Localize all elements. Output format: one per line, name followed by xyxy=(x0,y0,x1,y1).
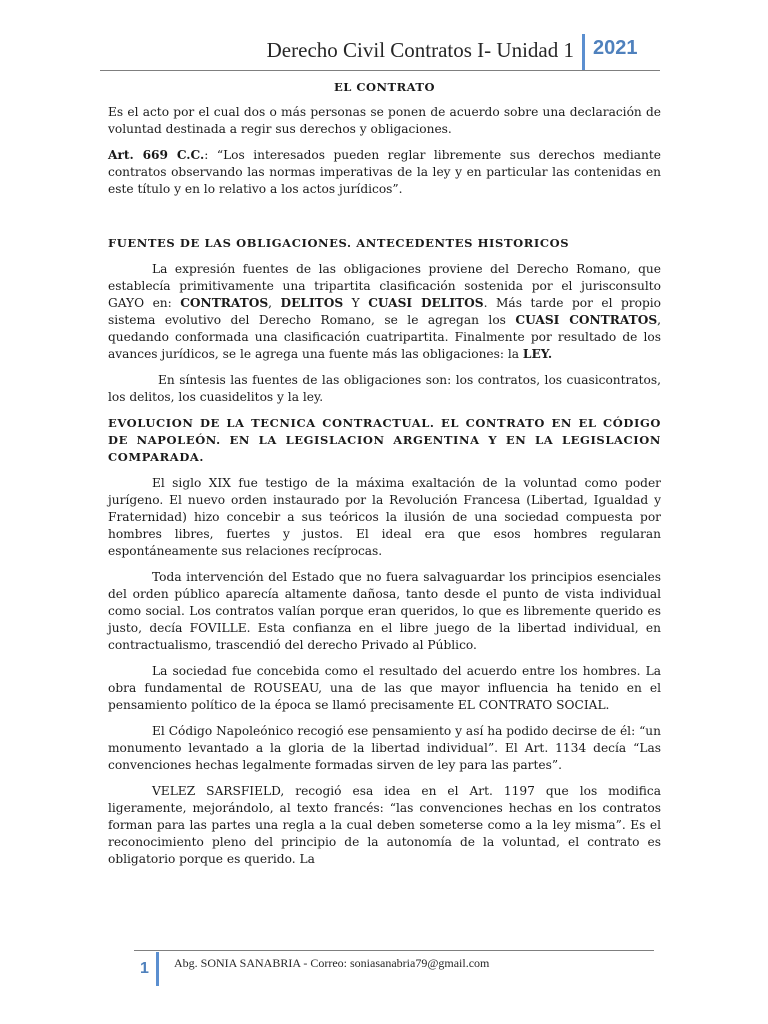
footer-author-email: Abg. SONIA SANABRIA - Correo: soniasanabria79@gmail.com xyxy=(174,956,490,970)
bold-term-contratos: CONTRATOS xyxy=(180,296,269,310)
section-heading-evolucion: EVOLUCION DE LA TECNICA CONTRACTUAL. EL CONTRATO EN EL CÓDIGO DE NAPOLEÓN. EN LA LEGISLACION ARGENTINA Y EN LA LEGISLACION COMPARADA. xyxy=(108,416,661,464)
paragraph-intervencion-estado: Toda intervención del Estado que no fuera salvaguardar los principios esenciales del orden público aparecía altamente dañosa, tanto desde el punto de vista individual como social. Los contratos valían porque eran queridos, lo que es libremente querido es justo, decía FOVILLE. Esta confianza en el libre juego de la libertad individual, en contractualismo, trascendió del derecho Privado al Público. xyxy=(108,570,661,652)
text-run: . Más tarde por el propio sistema evolutivo del Derecho Romano, se le agregan los xyxy=(108,296,662,327)
paragraph-fuentes xyxy=(108,261,661,363)
page-footer xyxy=(134,950,654,990)
paragraph-sociedad: La sociedad fue concebida como el resultado del acuerdo entre los hombres. La obra fundamental de ROUSEAU, una de las que mayor influencia ha tenido en el pensamiento político de la época se llamó precisamente EL CONTRATO SOCIAL. xyxy=(108,664,661,712)
footer-divider xyxy=(156,952,159,986)
document-body xyxy=(108,79,661,877)
page-header xyxy=(100,34,660,74)
text-run: , xyxy=(268,296,281,310)
paragraph-siglo-xix: El siglo XIX fue testigo de la máxima exaltación de la voluntad como poder jurígeno. El nuevo orden instaurado por la Revolución Francesa (Libertad, Igualdad y Fraternidad) hizo concebir a sus teóricos la ilusión de una sociedad compuesta por hombres libres, fuertes y justos. El ideal era que esos hombres regularan espontáneamente sus relaciones recíprocas. xyxy=(108,476,661,558)
header-year: 2021 xyxy=(593,37,638,59)
header-divider xyxy=(582,34,585,70)
bold-term-ley: LEY. xyxy=(522,347,553,361)
article-label: Art. 669 C.C. xyxy=(108,148,205,162)
paragraph-sintesis: En síntesis las fuentes de las obligaciones son: los contratos, los cuasicontratos, los delitos, los cuasidelitos y la ley. xyxy=(108,373,661,404)
text-run: La expresión fuentes de las obligaciones proviene del Derecho Romano, que establecía primitivamente una tripartita clasificación sostenida por el jurisconsulto GAYO en: xyxy=(108,262,661,310)
header-title: Derecho Civil Contratos I- Unidad 1 xyxy=(266,38,574,62)
bold-term-cuasi-contratos: CUASI CONTRATOS xyxy=(515,313,658,327)
spacer xyxy=(108,207,661,235)
bold-term-delitos: DELITOS xyxy=(280,296,344,310)
bold-term-cuasi-delitos: CUASI DELITOS xyxy=(368,296,484,310)
footer-rule xyxy=(134,950,654,951)
text-run: Y xyxy=(343,296,369,310)
paragraph-velez-sarsfield: VELEZ SARSFIELD, recogió esa idea en el Art. 1197 que los modifica ligeramente, mejorándolo, al texto francés: “las convenciones hechas en los contratos forman para las partes una regla a la cual deben someterse como a la ley misma”. Es el reconocimiento pleno del principio de la autonomía de la voluntad, el contrato es obligatorio porque es querido. La xyxy=(108,784,661,866)
page-number: 1 xyxy=(140,960,149,977)
article-text: : “Los interesados pueden reglar libremente sus derechos mediante contratos observando las normas imperativas de la ley y en particular las contenidas en este título y en lo relativo a los actos jurídicos”. xyxy=(108,148,661,196)
paragraph-definition: Es el acto por el cual dos o más personas se ponen de acuerdo sobre una declaración de voluntad destinada a regir sus derechos y obligaciones. xyxy=(108,105,661,136)
header-rule xyxy=(100,70,660,71)
paragraph-codigo-napoleonico: El Código Napoleónico recogió ese pensamiento y así ha podido decirse de él: “un monumento levantado a la gloria de la libertad individual”. El Art. 1134 decía “Las convenciones hechas legalmente formadas sirven de ley para las partes”. xyxy=(108,724,661,772)
section-heading-fuentes: FUENTES DE LAS OBLIGACIONES. ANTECEDENTES HISTORICOS xyxy=(108,236,570,250)
paragraph-article-669 xyxy=(108,147,661,198)
document-title: EL CONTRATO xyxy=(333,80,436,94)
text-run: , quedando conformada una clasificación cuatripartita. Finalmente por resultado de los avances jurídicos, se le agrega una fuente más las obligaciones: la xyxy=(108,313,662,361)
